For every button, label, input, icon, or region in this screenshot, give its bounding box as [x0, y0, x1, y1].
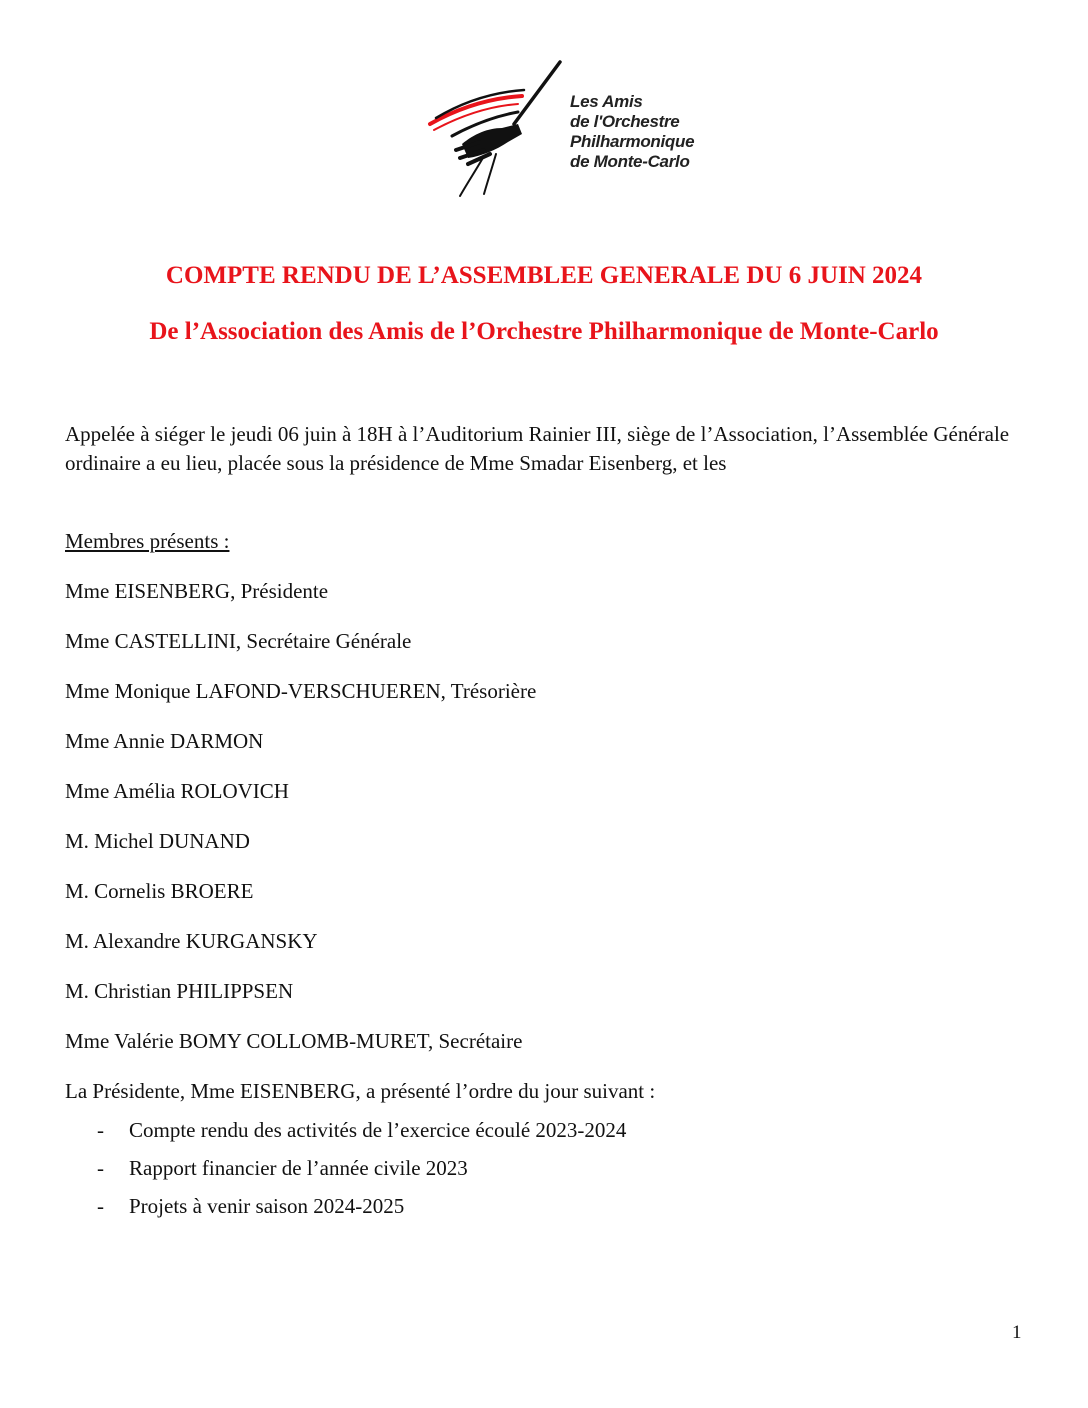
association-logo [422, 58, 695, 208]
member-item: Mme CASTELLINI, Secrétaire Générale [65, 629, 412, 653]
intro-paragraph: Appelée à siéger le jeudi 06 juin à 18H à l’Auditorium Rainier III, siège de l’Association, l’Assemblée Générale ordinaire a eu lieu, placée sous la présidence de Mme Smadar Eisenberg, et les [65, 422, 1010, 475]
logo-line: Philharmonique [570, 132, 695, 151]
member-item: Mme Monique LAFOND-VERSCHUEREN, Trésorière [65, 679, 537, 703]
document-subtitle: De l’Association des Amis de l’Orchestre Philharmonique de Monte-Carlo [149, 318, 939, 345]
member-item: M. Cornelis BROERE [65, 879, 254, 903]
bullet-dash: - [97, 1194, 104, 1218]
member-item: Mme Valérie BOMY COLLOMB-MURET, Secrétaire [65, 1029, 523, 1053]
bullet-dash: - [97, 1118, 104, 1142]
bullet-dash: - [97, 1156, 104, 1180]
member-item: Mme EISENBERG, Présidente [65, 579, 329, 603]
document-title: COMPTE RENDU DE L’ASSEMBLEE GENERALE DU 6 JUIN 2024 [165, 262, 923, 289]
members-heading: Membres présents : [65, 529, 230, 553]
page-number: 1 [1012, 1322, 1022, 1343]
agenda-item-text: Projets à venir saison 2024-2025 [129, 1194, 405, 1218]
logo-line: de Monte-Carlo [570, 152, 690, 171]
logo-line: Les Amis [570, 92, 643, 111]
member-item: M. Alexandre KURGANSKY [65, 929, 318, 953]
agenda-item-text: Compte rendu des activités de l’exercice écoulé 2023-2024 [129, 1118, 627, 1142]
member-item: Mme Amélia ROLOVICH [65, 779, 289, 803]
agenda-intro: La Présidente, Mme EISENBERG, a présenté l’ordre du jour suivant : [65, 1079, 656, 1103]
member-item: M. Michel DUNAND [65, 829, 250, 853]
member-item: Mme Annie DARMON [65, 729, 264, 753]
conductor-hand-icon [422, 58, 572, 208]
agenda-item-text: Rapport financier de l’année civile 2023 [129, 1156, 468, 1180]
logo-line: de l'Orchestre [570, 112, 680, 131]
member-item: M. Christian PHILIPPSEN [65, 979, 294, 1003]
logo-text [570, 92, 694, 172]
